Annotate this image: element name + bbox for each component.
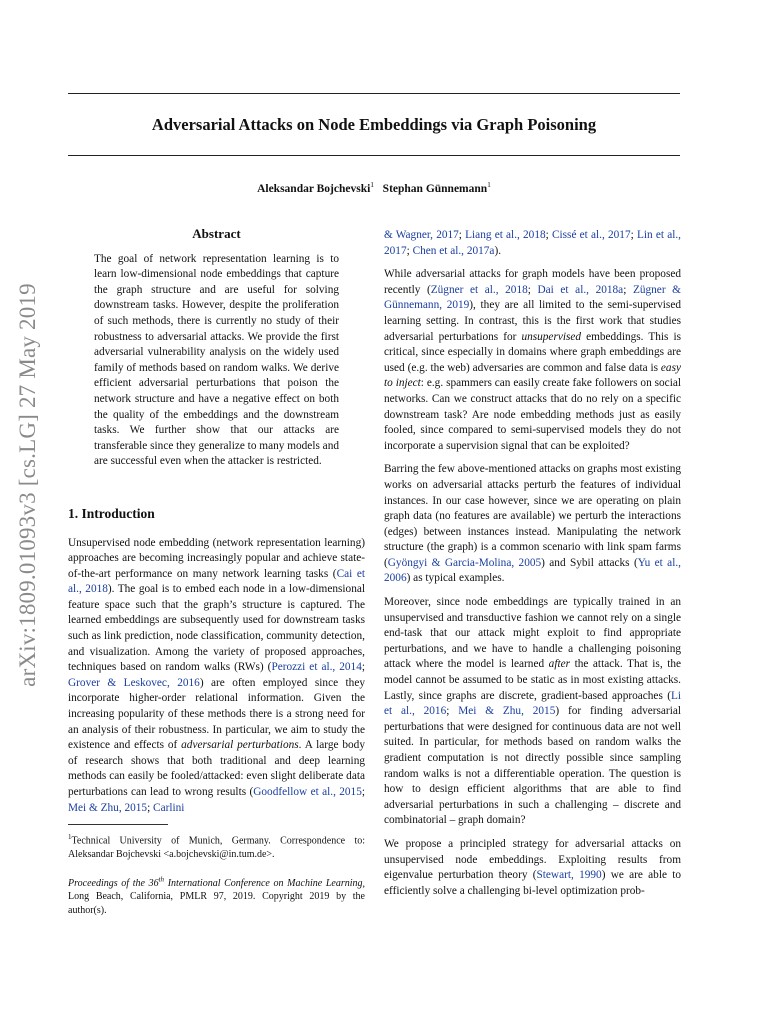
emphasis: easy to inject [384,361,681,390]
footnote-rule [68,824,168,825]
author-affiliation-mark: 1 [487,180,491,189]
citation-link[interactable]: Li et al., 2016 [384,689,681,718]
emphasis: adversarial perturbations [181,739,299,752]
text: ; [458,229,466,241]
body-paragraph [384,837,681,899]
text: ; [446,705,459,718]
text: ; [527,283,538,296]
citation-link[interactable]: Stewart, 1990 [536,869,602,882]
citation-link[interactable]: Lin et al., 2017 [384,229,681,257]
text: ; [623,283,633,296]
text: We propose a principled strategy for adversarial attacks on unsupervised node embeddings. Exploiting results from eigenvalue perturbation theory ( [384,837,681,882]
text: ) for finding adversarial perturbations that were designed for continuous data are not well suited. In particular, for methods based on random walks the gradient computation is not directly possible since sampling random walks is not a differentiable operation. The question is how to design efficient algorithms that are able to find adversarial perturbations in such a challenging – discrete and combinatorial – graph domain? [384,705,681,827]
text: ; [545,229,552,241]
text: Moreover, since node embeddings are typically trained in an unsupervised and transductive fashion we cannot rely on a single end-task that our attack might exploit to find appropriate perturbations, and we have to handle a challenging poisoning attack where the model is learned [384,596,681,671]
body-paragraph [384,595,681,829]
author-name: Aleksandar Bojchevski [257,182,371,195]
citation-link[interactable]: Zügner et al., 2018 [430,283,528,296]
citation-link[interactable]: Dai et al., 2018a [537,283,624,296]
citation-link[interactable]: & Wagner, 2017 [384,229,459,241]
text: International Conference on Machine Learning [164,877,363,889]
right-column [384,228,681,907]
text: ) we are able to efficiently solve a challenging bi-level optimization prob- [384,869,681,897]
citation-link[interactable]: Mei & Zhu, 2015 [68,801,148,814]
left-column [68,226,365,917]
text: ; [361,661,365,674]
text: ) and Sybil attacks ( [541,556,638,569]
continued-citations [384,228,681,259]
citation-link[interactable]: Carlini [153,801,185,814]
text: the attack. That is, the model cannot be assumed to be static as in most existing attacks. Lastly, since graphs are discrete, gradient-based approaches ( [384,658,682,702]
text: ; [406,244,413,257]
text: ; [361,786,365,798]
text: ; [630,229,637,241]
text: Unsupervised node embedding (network representation learning) approaches are becoming increasingly popular and achieve state-of-the-art performance on many network learning tasks ( [68,536,365,580]
text: , Long Beach, California, PMLR 97, 2019. Copyright 2019 by the author(s). [68,877,365,916]
author-name: Stephan Günnemann [382,182,488,195]
footnote-text: Technical University of Munich, Germany. Correspondence to: Aleksandar Bojchevski <a.bojchevski@in.tum.de>. [68,835,365,861]
body-paragraph [384,462,681,587]
paper-title: Adversarial Attacks on Node Embeddings via Graph Poisoning [151,115,597,134]
citation-link[interactable]: Mei & Zhu, 2015 [458,705,556,718]
affiliation-footnote [68,831,365,861]
text: ; [147,801,154,814]
text: . A large body of research shows that both traditional and deep learning methods can easily be fooled/attacked: even slight deliberate data perturbations can lead to wrong results ( [68,739,365,798]
superscript: th [158,875,165,884]
text: ) as typical examples. [406,572,505,585]
footnote-mark: 1 [68,833,72,842]
arxiv-stamp: arXiv:1809.01093v3 [cs.LG] 27 May 2019 [15,283,40,687]
top-rule [68,93,680,94]
citation-link[interactable]: Yu et al., 2006 [384,556,681,585]
text: embeddings. This is critical, since especially in domains where graph embeddings are used (e.g. the web) adversaries are common and false data is [384,330,681,374]
citation-link[interactable]: Gyöngyi & Garcia-Molina, 2005 [387,556,542,569]
abstract-text: The goal of network representation learning is to learn low-dimensional node embeddings that capture the graph structure and are useful for solving downstream tasks. However, despite the proliferation of such methods, there is currently no study of their robustness to adversarial attacks. We provide the first adversarial vulnerability analysis on the widely used family of methods based on random walks. We derive efficient adversarial perturbations that poison the network structure and have a negative effect on both the quality of the embeddings and the downstream tasks. We further show that our attacks are transferable since they generalize to many models and are successful even when the attacker is restricted. [94,252,339,468]
citation-link[interactable]: Goodfellow et al., 2015 [253,786,362,798]
abstract-heading: Abstract [192,226,241,241]
author-affiliation-mark: 1 [370,180,375,189]
title-bottom-rule [68,155,680,156]
text: Barring the few above-mentioned attacks on graphs most existing works on adversarial attacks perturb the features of individual instances. In our case however, since we are operating on plain graph data (no features are available) we perturb the interactions (edges) between instances instead. Manipulating the network structure (the graph) is a common scenario with link spam farms ( [384,463,681,569]
citation-link[interactable]: Chen et al., 2017a [412,244,495,257]
text: While adversarial attacks for graph models have been proposed recently ( [384,268,681,296]
text: ) are often employed since they incorporate higher-order relational information. Given the increasing popularity of these methods there is a strong need for an analysis of their robustness. In particular, we aim to study the existence and effects of [68,676,365,752]
citation-link[interactable]: Cissé et al., 2017 [551,229,631,241]
text: ). The goal is to embed each node in a low-dimensional feature space such that the graph’s structure is captured. The learned embeddings are subsequently used for downstream tasks such as link prediction, node classification, community detection, and visualization. Among the variety of proposed approaches, techniques based on random walks (RWs) ( [68,583,365,674]
citation-link[interactable]: Liang et al., 2018 [465,229,546,241]
citation-link[interactable]: Zügner & Günnemann, 2019 [384,283,681,312]
intro-paragraph [68,536,365,817]
citation-link[interactable]: Cai et al., 2018 [68,567,365,596]
section-heading-introduction: 1. Introduction [68,505,155,521]
text: : e.g. spammers can easily create fake followers on social networks. Can we construct attacks that do no rely on a specific downstream task? Are node embedding methods just as easily fooled, since compared to semi-supervised models they do not incorporate a supervision signal that can be exploited? [384,377,681,452]
author-list [68,180,680,195]
text: ). [494,244,502,257]
emphasis: unsupervised [521,330,582,343]
proceedings-note [68,874,365,918]
citation-link[interactable]: Grover & Leskovec, 2016 [68,676,200,689]
text: Proceedings of the 36 [68,877,159,889]
emphasis: after [548,658,571,671]
body-paragraph [384,267,681,454]
citation-link[interactable]: Perozzi et al., 2014 [271,661,362,674]
text: ), they are all limited to the semi-supervised learning setting. In contrast, this is the first work that studies adversarial perturbations for [384,299,681,343]
